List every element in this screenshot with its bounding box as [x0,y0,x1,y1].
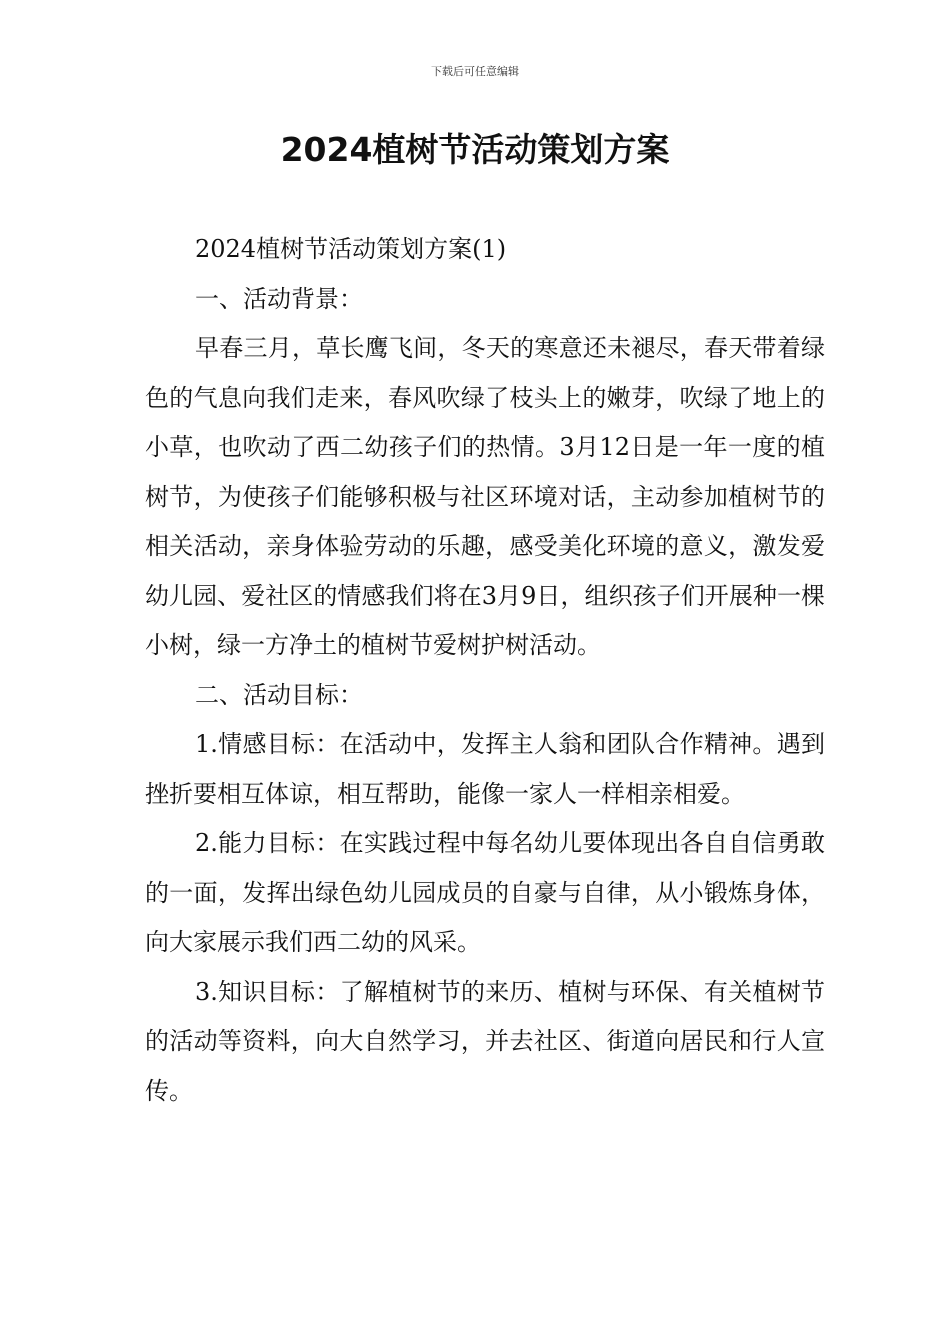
paragraph-background: 早春三月，草长鹰飞间，冬天的寒意还未褪尽，春天带着绿色的气息向我们走来，春风吹绿了枝头上的嫩芽，吹绿了地上的小草，也吹动了西二幼孩子们的热情。3月12日是一年一度的植树节，为使孩子们能够积极与社区环境对话，主动参加植树节的相关活动，亲身体验劳动的乐趣，感受美化环境的意义，激发爱幼儿园、爱社区的情感我们将在3月9日，组织孩子们开展种一棵小树，绿一方净土的植树节爱树护树活动。 [145,334,825,659]
document-body [145,225,825,1116]
paragraph-heading-background: 一、活动背景： [195,284,363,313]
header-note: 下载后可任意编辑 [431,65,519,78]
document-title: 2024植树节活动策划方案 [280,130,670,169]
paragraph-heading-goals: 二、活动目标： [195,680,363,709]
paragraph-goal-ability: 2.能力目标：在实践过程中每名幼儿要体现出各自自信勇敢的一面，发挥出绿色幼儿园成员的自豪与自律，从小锻炼身体，向大家展示我们西二幼的风采。 [145,829,825,956]
paragraph-goal-emotion: 1.情感目标：在活动中，发挥主人翁和团队合作精神。遇到挫折要相互体谅，相互帮助，能像一家人一样相亲相爱。 [145,730,825,808]
paragraph-goal-knowledge: 3.知识目标：了解植树节的来历、植树与环保、有关植树节的活动等资料，向大自然学习，并去社区、街道向居民和行人宣传。 [145,977,825,1105]
paragraph-subtitle: 2024植树节活动策划方案(1) [195,235,507,263]
